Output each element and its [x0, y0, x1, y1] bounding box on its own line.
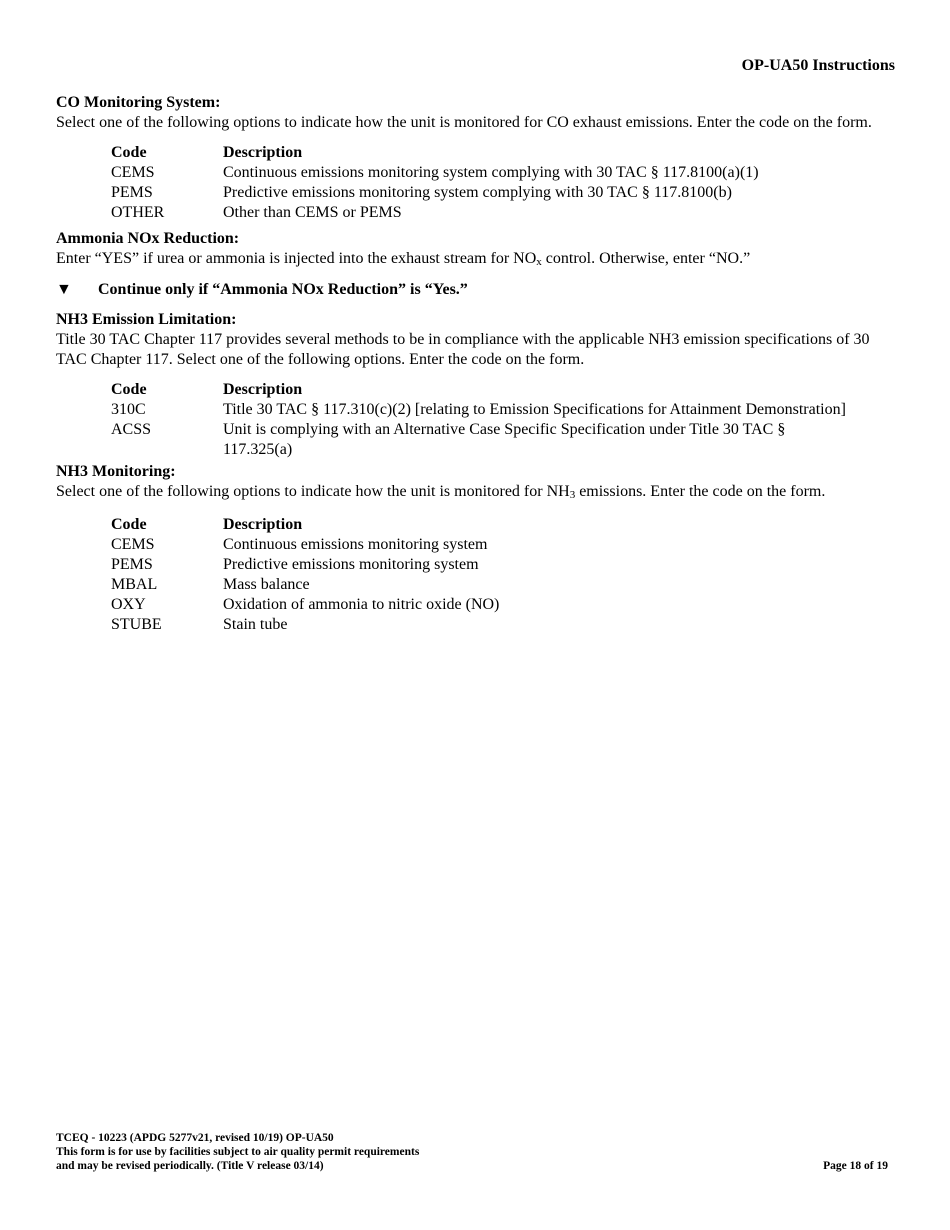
code-cell: CEMS: [111, 164, 155, 181]
description-cell: Stain tube: [223, 616, 288, 633]
code-cell: OTHER: [111, 204, 165, 221]
code-table-nh3-limitation: [111, 380, 894, 460]
continue-text: Continue only if “Ammonia NOx Reduction” is “Yes.”: [98, 281, 468, 298]
description-cell: Unit is complying with an Alternative Case Specific Specification under Title 30 TAC § 117.325(a): [223, 421, 786, 458]
description-cell: Mass balance: [223, 576, 310, 593]
footer-line: and may be revised periodically. (Title V release 03/14): [56, 1160, 324, 1172]
section-title: NH3 Monitoring:: [56, 463, 176, 480]
page-number: Page 18 of 19: [823, 1160, 888, 1172]
section-co-monitoring: [56, 93, 894, 223]
column-header-description: Description: [223, 144, 303, 161]
subscript: 3: [569, 489, 576, 501]
description-cell: Continuous emissions monitoring system complying with 30 TAC § 117.8100(a)(1): [223, 164, 759, 181]
document-body: [56, 93, 894, 641]
text-fragment: Select one of the following options to indicate how the unit is monitored for NH: [56, 483, 570, 500]
description-cell: Oxidation of ammonia to nitric oxide (NO): [223, 596, 500, 613]
column-header-description: Description: [223, 516, 303, 533]
section-nh3-monitoring: [56, 462, 894, 635]
subscript: x: [536, 256, 542, 268]
code-cell: OXY: [111, 596, 146, 613]
text-fragment: emissions. Enter the code on the form.: [575, 483, 826, 500]
section-text: Title 30 TAC Chapter 117 provides several methods to be in compliance with the applicable NH3 emission specifications of 30 TAC Chapter 117. Select one of the following options. Enter the code on the form.: [56, 331, 870, 368]
table-row: [111, 595, 499, 615]
section-title: CO Monitoring System:: [56, 94, 221, 111]
column-header-code: Code: [111, 144, 147, 161]
table-row: [111, 203, 759, 223]
code-cell: MBAL: [111, 576, 158, 593]
description-cell: Predictive emissions monitoring system complying with 30 TAC § 117.8100(b): [223, 184, 732, 201]
triangle-down-icon: ▼: [56, 281, 72, 298]
code-cell: PEMS: [111, 556, 153, 573]
code-cell: 310C: [111, 401, 146, 418]
table-header-row: [111, 380, 894, 400]
description-cell: Other than CEMS or PEMS: [223, 204, 402, 221]
code-cell: ACSS: [111, 421, 152, 438]
table-row: [111, 575, 499, 595]
description-cell: Title 30 TAC § 117.310(c)(2) [relating to Emission Specifications for Attainment Demonstration]: [223, 401, 846, 418]
table-row: [111, 420, 894, 460]
column-header-code: Code: [111, 516, 147, 533]
text-fragment: control. Otherwise, enter “NO.”: [541, 250, 751, 267]
column-header-description: Description: [223, 381, 303, 398]
code-cell: STUBE: [111, 616, 162, 633]
code-table-nh3-monitoring: [111, 515, 499, 635]
code-cell: PEMS: [111, 184, 153, 201]
table-row: [111, 555, 499, 575]
table-header-row: [111, 515, 499, 535]
column-header-code: Code: [111, 381, 147, 398]
page-header-title: OP-UA50 Instructions: [741, 57, 895, 74]
description-cell: Predictive emissions monitoring system: [223, 556, 479, 573]
code-table-co: [111, 143, 759, 223]
section-ammonia-nox: [56, 229, 894, 272]
table-row: [111, 163, 759, 183]
table-row: [111, 535, 499, 555]
footer-line: This form is for use by facilities subject to air quality permit requirements: [56, 1146, 420, 1158]
section-text: [56, 249, 894, 272]
table-header-row: [111, 143, 759, 163]
description-cell: Continuous emissions monitoring system: [223, 536, 488, 553]
table-row: [111, 615, 499, 635]
code-cell: CEMS: [111, 536, 155, 553]
section-title: Ammonia NOx Reduction:: [56, 230, 240, 247]
text-fragment: Enter “YES” if urea or ammonia is injected into the exhaust stream for NO: [56, 250, 537, 267]
table-row: [111, 400, 894, 420]
section-text: [56, 482, 894, 505]
section-nh3-emission-limitation: [56, 310, 894, 460]
section-text: Select one of the following options to indicate how the unit is monitored for CO exhaust emissions. Enter the code on the form.: [56, 114, 872, 131]
continue-instruction: [56, 280, 894, 300]
table-row: [111, 183, 759, 203]
section-title: NH3 Emission Limitation:: [56, 311, 237, 328]
footer-line: TCEQ - 10223 (APDG 5277v21, revised 10/19) OP-UA50: [56, 1132, 334, 1144]
page-footer: [56, 1131, 419, 1173]
